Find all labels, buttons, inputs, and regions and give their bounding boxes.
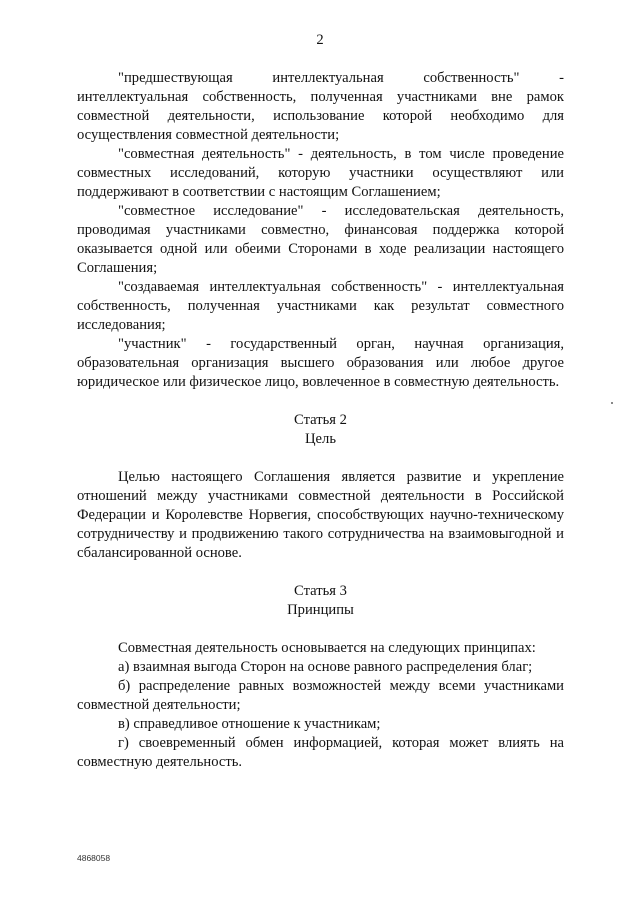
article-3-intro [77, 639, 564, 658]
definition-4 [77, 278, 564, 335]
principle-4-first-line: г) своевременный обмен информацией, которая может влиять на [118, 735, 564, 751]
definition-1 [77, 69, 564, 145]
article-3-number: Статья 3 [294, 583, 347, 599]
article-3-intro-text: Совместная деятельность основывается на следующих принципах: [118, 640, 536, 656]
definition-3 [77, 202, 564, 278]
definition-4-first-line: "создаваемая интеллектуальная собственность" - интеллектуальная [118, 279, 564, 295]
definition-1-first-line: "предшествующая интеллектуальная собственность" - [118, 70, 564, 86]
definition-2-rest: совместных исследований, которую участники осуществляют или поддерживают в соответствии с настоящим Соглашением; [77, 165, 564, 200]
definitions-list [77, 69, 564, 392]
principle-4 [77, 734, 564, 772]
definition-4-rest: собственность, полученная участниками как результат совместного исследования; [77, 298, 564, 333]
principle-4-rest: совместную деятельность. [77, 754, 243, 770]
principle-1 [77, 658, 564, 677]
principle-2-first-line: б) распределение равных возможностей между всеми участниками [118, 678, 564, 694]
definition-5-first-line: "участник" - государственный орган, научная организация, [118, 336, 564, 352]
scan-mark [611, 402, 613, 404]
document-body [77, 69, 564, 772]
principle-2-rest: совместной деятельности; [77, 697, 241, 713]
document-code: 4868058 [77, 853, 111, 863]
article-2-first-line: Целью настоящего Соглашения является развитие и укрепление [118, 469, 564, 485]
definition-5-rest: образовательная организация высшего образования или любое другое юридическое или физическое лицо, вовлеченное в совместную деятельность. [77, 355, 564, 390]
article-2-title: Цель [305, 431, 336, 447]
page-number: 2 [316, 32, 324, 48]
principle-3 [77, 715, 564, 734]
definition-1-rest: интеллектуальная собственность, полученная участниками вне рамок совместной деятельности, использование которой необходимо для осуществления совместной деятельности; [77, 89, 564, 143]
article-2-number: Статья 2 [294, 412, 347, 428]
article-3-title: Принципы [287, 602, 354, 618]
definition-2 [77, 145, 564, 202]
principle-2 [77, 677, 564, 715]
principle-1-first-line: а) взаимная выгода Сторон на основе равного распределения благ; [118, 659, 533, 675]
article-2-rest: отношений между участниками совместной деятельности в Российской Федерации и Королевстве Норвегия, способствующих научно-техническому сотрудничеству и продвижению такого сотрудничества на взаимовыгодной и сбалансированной основе. [77, 488, 564, 561]
principle-3-first-line: в) справедливое отношение к участникам; [118, 716, 381, 732]
principles-list [77, 658, 564, 772]
definition-3-first-line: "совместное исследование" - исследовательская деятельность, [118, 203, 564, 219]
definition-5 [77, 335, 564, 392]
definition-2-first-line: "совместная деятельность" - деятельность, в том числе проведение [118, 146, 564, 162]
article-2-paragraph [77, 468, 564, 563]
definition-3-rest: проводимая участниками совместно, финансовая поддержка которой оказывается одной или обеими Сторонами в ходе реализации настоящего Соглашения; [77, 222, 564, 276]
